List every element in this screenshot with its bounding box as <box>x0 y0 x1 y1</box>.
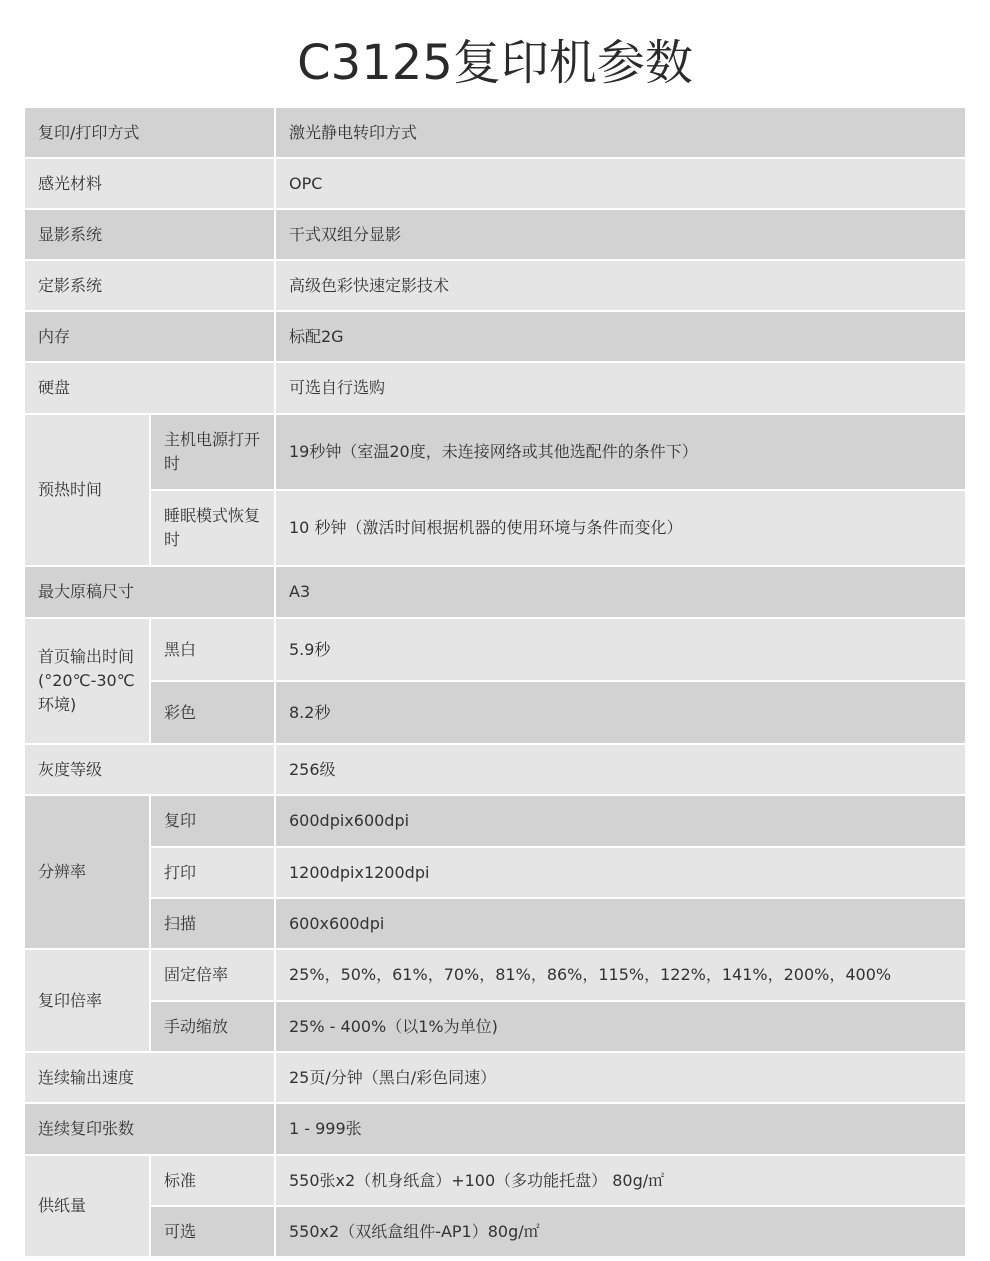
spec-label: 硬盘 <box>25 362 275 414</box>
spec-label: 连续复印张数 <box>25 1103 275 1155</box>
spec-label: 最大原稿尺寸 <box>25 566 275 618</box>
spec-label: 感光材料 <box>25 158 275 209</box>
spec-group-label: 预热时间 <box>25 414 150 566</box>
table-row <box>25 949 965 1001</box>
spec-sublabel: 复印 <box>150 795 275 847</box>
table-row <box>25 795 965 847</box>
spec-sublabel: 彩色 <box>150 681 275 744</box>
spec-sublabel: 黑白 <box>150 618 275 681</box>
spec-value: 600x600dpi <box>275 898 965 949</box>
spec-label: 灰度等级 <box>25 744 275 795</box>
table-row <box>25 1103 965 1155</box>
spec-value: 1200dpix1200dpi <box>275 847 965 898</box>
spec-value: 550x2（双纸盒组件-AP1）80g/㎡ <box>275 1206 965 1257</box>
spec-sublabel: 手动缩放 <box>150 1001 275 1052</box>
table-row <box>25 209 965 260</box>
spec-sublabel: 扫描 <box>150 898 275 949</box>
table-row <box>25 414 965 490</box>
spec-group-label: 首页输出时间(°20℃-30℃环境) <box>25 618 150 744</box>
table-row <box>25 260 965 311</box>
table-row <box>25 898 965 949</box>
page-title: C3125复印机参数 <box>297 35 693 91</box>
spec-value: 10 秒钟（激活时间根据机器的使用环境与条件而变化） <box>275 490 965 566</box>
spec-table <box>25 106 965 1258</box>
table-row <box>25 1206 965 1257</box>
table-row <box>25 566 965 618</box>
table-row <box>25 744 965 795</box>
spec-value: 25% - 400%（以1%为单位) <box>275 1001 965 1052</box>
spec-label: 显影系统 <box>25 209 275 260</box>
spec-group-label: 复印倍率 <box>25 949 150 1052</box>
spec-sublabel: 主机电源打开时 <box>150 414 275 490</box>
spec-value: 8.2秒 <box>275 681 965 744</box>
spec-value: 干式双组分显影 <box>275 209 965 260</box>
spec-group-label: 分辨率 <box>25 795 150 949</box>
spec-sublabel: 可选 <box>150 1206 275 1257</box>
spec-value: 高级色彩快速定影技术 <box>275 260 965 311</box>
spec-label: 复印/打印方式 <box>25 107 275 158</box>
spec-label: 内存 <box>25 311 275 362</box>
spec-sublabel: 固定倍率 <box>150 949 275 1001</box>
spec-value: 19秒钟（室温20度，未连接网络或其他选配件的条件下） <box>275 414 965 490</box>
spec-label: 定影系统 <box>25 260 275 311</box>
spec-value: 256级 <box>275 744 965 795</box>
spec-sublabel: 睡眠模式恢复时 <box>150 490 275 566</box>
spec-value: 5.9秒 <box>275 618 965 681</box>
table-row <box>25 490 965 566</box>
table-row <box>25 362 965 414</box>
table-row <box>25 1155 965 1206</box>
table-row <box>25 681 965 744</box>
table-row <box>25 107 965 158</box>
spec-sublabel: 打印 <box>150 847 275 898</box>
table-row <box>25 847 965 898</box>
spec-value: 可选自行选购 <box>275 362 965 414</box>
spec-value: OPC <box>275 158 965 209</box>
spec-value: 25页/分钟（黑白/彩色同速） <box>275 1052 965 1103</box>
table-row <box>25 311 965 362</box>
spec-value: 25%，50%，61%，70%，81%，86%，115%，122%，141%，200%，400% <box>275 949 965 1001</box>
table-row <box>25 1052 965 1103</box>
spec-group-label: 供纸量 <box>25 1155 150 1257</box>
spec-value: 600dpix600dpi <box>275 795 965 847</box>
spec-value: A3 <box>275 566 965 618</box>
table-row <box>25 158 965 209</box>
table-row <box>25 1001 965 1052</box>
spec-sublabel: 标准 <box>150 1155 275 1206</box>
spec-value: 标配2G <box>275 311 965 362</box>
spec-value: 550张x2（机身纸盒）+100（多功能托盘） 80g/㎡ <box>275 1155 965 1206</box>
spec-value: 1 - 999张 <box>275 1103 965 1155</box>
table-row <box>25 618 965 681</box>
spec-value: 激光静电转印方式 <box>275 107 965 158</box>
spec-label: 连续输出速度 <box>25 1052 275 1103</box>
